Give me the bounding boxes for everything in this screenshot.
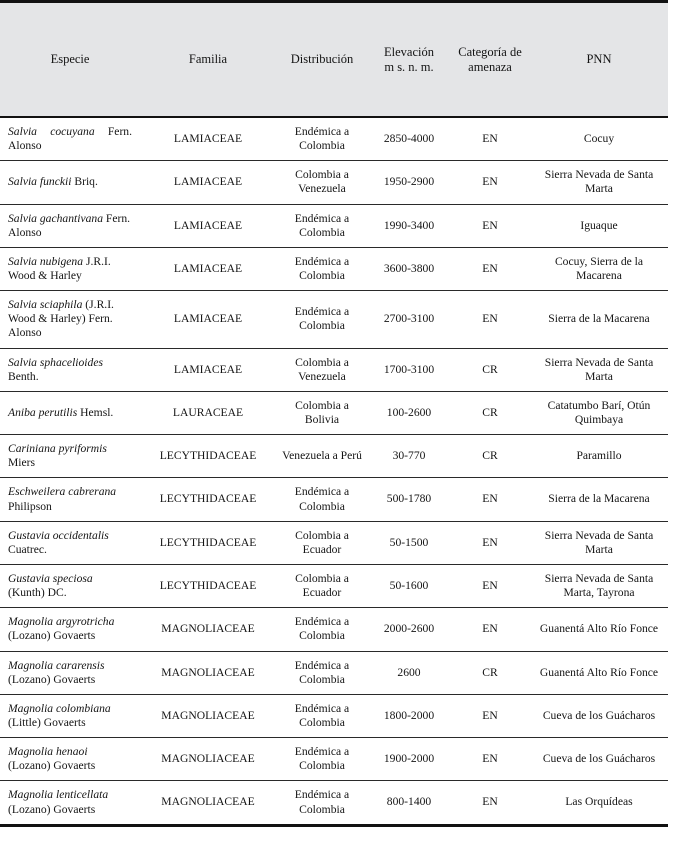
cell-elevacion [368,694,450,737]
table-row [0,478,668,521]
cell-familia [140,117,276,161]
table-row [0,564,668,607]
cell-pnn [530,521,668,564]
cell-categoria [450,435,530,478]
cell-elevacion-text: 1950-2900 [383,175,435,189]
cell-pnn-text: Sierra Nevada de Santa Marta [544,355,654,383]
cell-categoria-text: EN [482,492,498,506]
table-body [0,117,668,825]
cell-categoria [450,391,530,434]
cell-distribucion-text: Endémica a Colombia [294,254,350,282]
cell-pnn-text: Guanentá Alto Río Fonce [539,665,659,679]
cell-elevacion [368,348,450,391]
cell-elevacion-text: 500-1780 [386,492,432,506]
cell-familia [140,608,276,651]
cell-distribucion [276,348,368,391]
species-authority: Philipson [8,499,52,513]
cell-especie [0,435,140,478]
cell-categoria-text: EN [482,175,498,189]
cell-familia-text: LAURACEAE [172,405,244,419]
cell-distribucion-text: Colombia a Venezuela [295,168,349,196]
cell-categoria [450,161,530,204]
cell-familia-text: MAGNOLIACEAE [161,622,255,636]
table-row [0,651,668,694]
column-header-elevacion-line2: m s. n. m. [384,59,434,74]
cell-familia [140,694,276,737]
cell-distribucion [276,738,368,781]
cell-distribucion [276,117,368,161]
cell-distribucion [276,247,368,290]
table-row [0,291,668,348]
species-scientific-name: Magnolia henaoi [8,745,88,759]
cell-familia-text: LAMIACEAE [173,132,243,146]
column-header-elevacion-line1: Elevación [384,44,434,59]
species-scientific-name: Magnolia colombiana [8,701,111,715]
cell-categoria [450,781,530,825]
cell-categoria [450,478,530,521]
species-scientific-name: Magnolia cararensis [8,658,105,672]
species-authority: (Lozano) Govaerts [8,802,96,816]
species-authority: Miers [8,456,36,470]
cell-elevacion [368,478,450,521]
cell-distribucion-text: Colombia a Ecuador [295,571,349,600]
cell-categoria-text: EN [482,535,498,549]
species-authority: (Little) Govaerts [8,715,86,729]
species-scientific-name: Salvia nubigena [8,254,84,268]
cell-elevacion-text: 2700-3100 [383,312,435,326]
cell-distribucion [276,435,368,478]
cell-especie [0,651,140,694]
cell-distribucion [276,161,368,204]
cell-especie [0,694,140,737]
cell-pnn [530,781,668,825]
cell-pnn-text: Sierra de la Macarena [548,312,650,326]
cell-especie [0,247,140,290]
cell-distribucion [276,564,368,607]
cell-elevacion-text: 1990-3400 [383,218,435,232]
column-header-especie [0,2,140,118]
column-header-familia [140,2,276,118]
cell-especie [0,117,140,161]
table-row [0,247,668,290]
cell-categoria [450,117,530,161]
cell-categoria-text: CR [482,449,498,463]
cell-familia-text: MAGNOLIACEAE [161,752,255,766]
cell-elevacion [368,247,450,290]
cell-categoria-text: EN [482,579,498,593]
cell-especie [0,348,140,391]
cell-pnn-text: Cocuy, Sierra de la Macarena [554,254,644,282]
cell-elevacion-text: 50-1600 [389,579,429,593]
cell-categoria-text: EN [482,261,498,275]
cell-pnn [530,391,668,434]
cell-categoria-text: CR [482,665,498,679]
cell-distribucion [276,521,368,564]
table-row [0,204,668,247]
table-row [0,348,668,391]
species-authority: J.R.I. Wood & Harley [8,254,111,282]
header-row [0,2,668,118]
cell-distribucion [276,781,368,825]
cell-pnn-text: Sierra Nevada de Santa Marta, Tayrona [544,571,654,600]
species-authority: (Lozano) Govaerts [8,759,96,773]
cell-familia [140,291,276,348]
species-scientific-name: Magnolia lenticellata [8,788,109,802]
cell-familia-text: MAGNOLIACEAE [161,708,255,722]
cell-categoria [450,608,530,651]
cell-elevacion-text: 50-1500 [389,535,429,549]
cell-categoria [450,738,530,781]
species-scientific-name: Salvia cocuyana [8,125,95,138]
cell-pnn [530,204,668,247]
species-scientific-name: Aniba perutilis [8,405,78,419]
cell-elevacion [368,391,450,434]
species-authority: (Lozano) Govaerts [8,629,96,643]
cell-especie [0,291,140,348]
cell-elevacion [368,435,450,478]
cell-categoria [450,204,530,247]
cell-elevacion-text: 2000-2600 [383,622,435,636]
cell-categoria [450,291,530,348]
cell-distribucion-text: Venezuela a Perú [282,449,362,463]
cell-familia-text: MAGNOLIACEAE [161,795,255,809]
table-row [0,738,668,781]
cell-elevacion [368,291,450,348]
cell-familia [140,204,276,247]
cell-distribucion [276,204,368,247]
cell-categoria [450,651,530,694]
cell-pnn [530,478,668,521]
column-header-categoria [450,2,530,118]
cell-especie [0,391,140,434]
cell-familia [140,391,276,434]
cell-categoria-text: CR [482,362,498,376]
cell-familia-text: LECYTHIDACEAE [159,449,257,463]
cell-especie [0,521,140,564]
species-scientific-name: Salvia sciaphila [8,298,83,312]
cell-familia [140,738,276,781]
cell-categoria [450,348,530,391]
species-scientific-name: Salvia funckii [8,175,72,189]
species-authority: (Kunth) DC. [8,586,67,600]
cell-distribucion-text: Colombia a Ecuador [295,528,349,556]
cell-categoria [450,564,530,607]
cell-categoria-text: EN [482,218,498,232]
table-header [0,2,668,118]
cell-elevacion [368,521,450,564]
cell-familia-text: LAMIACEAE [173,261,243,275]
cell-elevacion-text: 2600 [397,665,421,679]
cell-categoria-text: CR [482,405,498,419]
column-header-pnn-label: PNN [586,52,612,67]
species-scientific-name: Cariniana pyriformis [8,442,107,456]
column-header-familia-label: Familia [188,52,228,67]
cell-familia [140,478,276,521]
cell-especie [0,781,140,825]
cell-familia-text: LECYTHIDACEAE [159,579,257,593]
cell-categoria-text: EN [482,622,498,636]
cell-especie [0,478,140,521]
cell-familia [140,521,276,564]
cell-familia [140,161,276,204]
cell-pnn [530,291,668,348]
cell-pnn [530,348,668,391]
cell-pnn-text: Sierra de la Macarena [548,492,650,506]
cell-categoria-text: EN [482,752,498,766]
cell-pnn [530,694,668,737]
cell-familia-text: LAMIACEAE [173,362,243,376]
cell-pnn-text: Cueva de los Guácharos [542,708,656,722]
cell-elevacion-text: 30-770 [392,449,426,463]
species-scientific-name: Gustavia occidentalis [8,528,109,542]
cell-categoria-text: EN [482,132,498,146]
cell-categoria [450,247,530,290]
cell-elevacion [368,117,450,161]
cell-familia-text: MAGNOLIACEAE [161,665,255,679]
cell-familia-text: LECYTHIDACEAE [159,535,257,549]
cell-pnn [530,738,668,781]
cell-especie [0,738,140,781]
table-row [0,781,668,825]
cell-distribucion [276,291,368,348]
cell-distribucion-text: Colombia a Venezuela [295,355,349,383]
cell-distribucion-text: Colombia a Bolivia [295,398,349,426]
cell-elevacion [368,564,450,607]
cell-pnn [530,247,668,290]
species-authority: Cuatrec. [8,542,47,556]
cell-especie [0,161,140,204]
cell-pnn-text: Catatumbo Barí, Otún Quimbaya [547,398,651,426]
cell-familia [140,435,276,478]
column-header-elevacion [368,2,450,118]
species-scientific-name: Magnolia argyrotricha [8,615,115,629]
cell-distribucion [276,694,368,737]
cell-elevacion [368,651,450,694]
cell-elevacion [368,608,450,651]
cell-distribucion-text: Endémica a Colombia [294,745,350,773]
cell-distribucion-text: Endémica a Colombia [294,125,350,153]
species-authority: Briq. [74,175,98,189]
cell-pnn-text: Sierra Nevada de Santa Marta [544,528,654,556]
species-authority: (J.R.I. Wood & Harley) Fern. Alonso [8,298,114,340]
species-scientific-name: Salvia sphacelioides [8,355,103,369]
cell-elevacion-text: 100-2600 [386,405,432,419]
cell-familia [140,781,276,825]
column-header-distribucion [276,2,368,118]
cell-distribucion [276,608,368,651]
cell-familia-text: LAMIACEAE [173,312,243,326]
column-header-categoria-line2: amenaza [468,59,512,74]
cell-distribucion [276,478,368,521]
cell-elevacion [368,204,450,247]
species-authority: Fern. Alonso [8,211,131,239]
species-authority: Hemsl. [80,405,114,419]
cell-distribucion-text: Endémica a Colombia [294,701,350,729]
cell-especie [0,564,140,607]
cell-elevacion-text: 800-1400 [386,795,432,809]
table-row [0,161,668,204]
cell-categoria-text: EN [482,312,498,326]
cell-pnn [530,608,668,651]
cell-pnn [530,435,668,478]
cell-pnn-text: Cocuy [583,132,615,146]
cell-especie [0,204,140,247]
cell-familia [140,247,276,290]
cell-pnn-text: Sierra Nevada de Santa Marta [544,168,654,196]
cell-distribucion-text: Endémica a Colombia [294,305,350,333]
cell-elevacion-text: 2850-4000 [383,132,435,146]
species-authority: (Lozano) Govaerts [8,672,96,686]
cell-distribucion [276,391,368,434]
species-authority: Benth. [8,369,39,383]
cell-distribucion-text: Endémica a Colombia [294,788,350,816]
cell-pnn-text: Paramillo [576,449,622,463]
table-row [0,608,668,651]
cell-elevacion-text: 1700-3100 [383,362,435,376]
cell-categoria [450,521,530,564]
cell-elevacion [368,738,450,781]
column-header-categoria-line1: Categoría de [458,44,522,59]
cell-distribucion [276,651,368,694]
cell-familia [140,651,276,694]
cell-elevacion [368,781,450,825]
cell-elevacion [368,161,450,204]
cell-especie [0,608,140,651]
species-scientific-name: Gustavia speciosa [8,571,93,585]
cell-distribucion-text: Endémica a Colombia [294,485,350,513]
cell-distribucion-text: Endémica a Colombia [294,658,350,686]
cell-familia [140,348,276,391]
cell-familia [140,564,276,607]
table-row [0,521,668,564]
cell-pnn [530,161,668,204]
cell-elevacion-text: 1800-2000 [383,708,435,722]
cell-pnn [530,651,668,694]
cell-pnn [530,564,668,607]
species-scientific-name: Eschweilera cabrerana [8,485,117,499]
cell-pnn [530,117,668,161]
cell-categoria [450,694,530,737]
cell-familia-text: LAMIACEAE [173,175,243,189]
cell-pnn-text: Las Orquídeas [565,795,633,809]
column-header-especie-label: Especie [50,52,90,67]
cell-distribucion-text: Endémica a Colombia [294,211,350,239]
column-header-pnn [530,2,668,118]
cell-pnn-text: Cueva de los Guácharos [542,752,656,766]
cell-elevacion-text: 3600-3800 [383,261,435,275]
species-authority: Fern. Alonso [8,125,132,153]
cell-pnn-text: Guanentá Alto Río Fonce [539,622,659,636]
cell-elevacion-text: 1900-2000 [383,752,435,766]
table-row [0,435,668,478]
cell-distribucion-text: Endémica a Colombia [294,615,350,643]
cell-categoria-text: EN [482,708,498,722]
column-header-distribucion-label: Distribución [290,52,354,67]
table-row [0,391,668,434]
table-row [0,117,668,161]
table-row [0,694,668,737]
cell-pnn-text: Iguaque [580,218,618,232]
cell-familia-text: LECYTHIDACEAE [159,492,257,506]
cell-categoria-text: EN [482,795,498,809]
species-scientific-name: Salvia gachantivana [8,211,103,225]
cell-familia-text: LAMIACEAE [173,218,243,232]
